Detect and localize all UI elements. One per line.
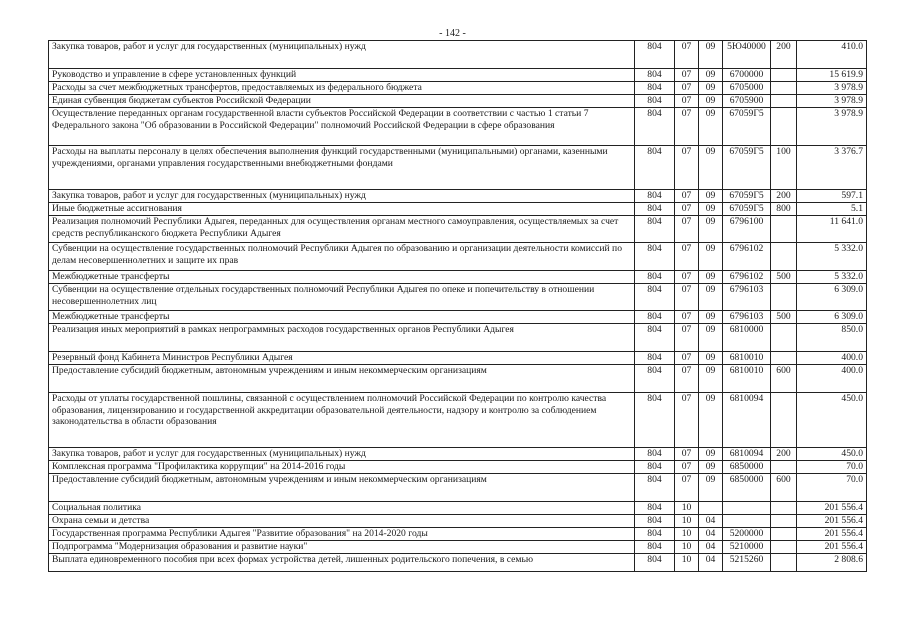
vr-code (771, 284, 797, 311)
vr-code: 200 (771, 190, 797, 203)
sum-value: 597.1 (797, 190, 867, 203)
ved-code: 804 (635, 216, 675, 243)
table-row (49, 502, 867, 515)
vr-code (771, 352, 797, 365)
csr-code: 6796102 (723, 271, 771, 284)
pr-code: 04 (699, 541, 723, 554)
rz-code: 10 (675, 502, 699, 515)
pr-code: 09 (699, 146, 723, 190)
csr-code: 6705900 (723, 95, 771, 108)
sum-value: 6 309.0 (797, 311, 867, 324)
pr-code (699, 502, 723, 515)
rz-code: 07 (675, 271, 699, 284)
rz-code: 10 (675, 528, 699, 541)
row-name: Закупка товаров, работ и услуг для государственных (муниципальных) нужд (49, 41, 635, 69)
pr-code: 09 (699, 284, 723, 311)
table-row (49, 284, 867, 311)
sum-value: 201 556.4 (797, 541, 867, 554)
ved-code: 804 (635, 95, 675, 108)
pr-code: 09 (699, 461, 723, 474)
row-name: Реализация иных мероприятий в рамках непрограммных расходов государственных органов Республики Адыгея (49, 324, 635, 352)
table-row (49, 352, 867, 365)
csr-code: 6796103 (723, 284, 771, 311)
vr-code (771, 554, 797, 572)
vr-code (771, 528, 797, 541)
row-name: Единая субвенция бюджетам субъектов Российской Федерации (49, 95, 635, 108)
ved-code: 804 (635, 365, 675, 393)
csr-code: 6810094 (723, 393, 771, 448)
budget-table (48, 40, 867, 572)
ved-code: 804 (635, 541, 675, 554)
row-name: Резервный фонд Кабинета Министров Республики Адыгея (49, 352, 635, 365)
ved-code: 804 (635, 324, 675, 352)
csr-code: 5210000 (723, 541, 771, 554)
table-row (49, 324, 867, 352)
ved-code: 804 (635, 554, 675, 572)
table-row (49, 146, 867, 190)
ved-code: 804 (635, 146, 675, 190)
csr-code (723, 515, 771, 528)
pr-code: 09 (699, 311, 723, 324)
row-name: Выплата единовременного пособия при всех формах устройства детей, лишенных родительского попечения, в семью (49, 554, 635, 572)
vr-code: 600 (771, 474, 797, 502)
rz-code: 07 (675, 461, 699, 474)
csr-code: 67059Г5 (723, 108, 771, 146)
vr-code (771, 515, 797, 528)
csr-code: 67059Г5 (723, 190, 771, 203)
sum-value: 410.0 (797, 41, 867, 69)
budget-table-body (49, 41, 867, 572)
row-name: Подпрограмма "Модернизация образования и развитие науки" (49, 541, 635, 554)
rz-code: 07 (675, 146, 699, 190)
rz-code: 07 (675, 311, 699, 324)
ved-code: 804 (635, 284, 675, 311)
ved-code: 804 (635, 271, 675, 284)
row-name: Субвенции на осуществление государственных полномочий Республики Адыгея по образованию и организации деятельности комиссий по делам несовершеннолетних и защите их прав (49, 243, 635, 271)
sum-value: 11 641.0 (797, 216, 867, 243)
pr-code: 09 (699, 82, 723, 95)
ved-code: 804 (635, 448, 675, 461)
vr-code: 500 (771, 311, 797, 324)
row-name: Осуществление переданных органам государственной власти субъектов Российской Федерации в соответствии с частью 1 статьи 7 Федерального закона "Об образовании в Российской Федерации" полномочий Российской Федерации в сфере образования (49, 108, 635, 146)
rz-code: 07 (675, 190, 699, 203)
sum-value: 3 978.9 (797, 95, 867, 108)
ved-code: 804 (635, 461, 675, 474)
ved-code: 804 (635, 203, 675, 216)
pr-code: 09 (699, 203, 723, 216)
ved-code: 804 (635, 515, 675, 528)
sum-value: 70.0 (797, 461, 867, 474)
csr-code: 6810010 (723, 365, 771, 393)
vr-code (771, 108, 797, 146)
vr-code (771, 69, 797, 82)
vr-code: 600 (771, 365, 797, 393)
pr-code: 09 (699, 474, 723, 502)
pr-code: 09 (699, 95, 723, 108)
vr-code (771, 216, 797, 243)
sum-value: 70.0 (797, 474, 867, 502)
csr-code: 6850000 (723, 474, 771, 502)
vr-code (771, 243, 797, 271)
table-row (49, 41, 867, 69)
pr-code: 09 (699, 448, 723, 461)
csr-code: 6796103 (723, 311, 771, 324)
rz-code: 07 (675, 216, 699, 243)
rz-code: 10 (675, 541, 699, 554)
table-row (49, 541, 867, 554)
ved-code: 804 (635, 393, 675, 448)
row-name: Государственная программа Республики Адыгея "Развитие образования" на 2014-2020 годы (49, 528, 635, 541)
rz-code: 07 (675, 95, 699, 108)
sum-value: 2 808.6 (797, 554, 867, 572)
rz-code: 07 (675, 41, 699, 69)
ved-code: 804 (635, 243, 675, 271)
row-name: Руководство и управление в сфере установленных функций (49, 69, 635, 82)
pr-code: 04 (699, 515, 723, 528)
pr-code: 09 (699, 108, 723, 146)
pr-code: 04 (699, 528, 723, 541)
rz-code: 10 (675, 515, 699, 528)
sum-value: 5 332.0 (797, 243, 867, 271)
vr-code (771, 95, 797, 108)
vr-code: 500 (771, 271, 797, 284)
page-number: - 142 - (439, 28, 466, 39)
row-name: Комплексная программа "Профилактика коррупции" на 2014-2016 годы (49, 461, 635, 474)
rz-code: 07 (675, 243, 699, 271)
sum-value: 3 978.9 (797, 108, 867, 146)
table-row (49, 108, 867, 146)
ved-code: 804 (635, 190, 675, 203)
row-name: Межбюджетные трансферты (49, 271, 635, 284)
table-row (49, 82, 867, 95)
csr-code: 6810094 (723, 448, 771, 461)
csr-code: 67059Г5 (723, 203, 771, 216)
rz-code: 07 (675, 352, 699, 365)
rz-code: 07 (675, 448, 699, 461)
ved-code: 804 (635, 502, 675, 515)
vr-code (771, 502, 797, 515)
sum-value: 201 556.4 (797, 515, 867, 528)
sum-value: 5 332.0 (797, 271, 867, 284)
vr-code (771, 324, 797, 352)
pr-code: 09 (699, 190, 723, 203)
csr-code: 5Ю40000 (723, 41, 771, 69)
rz-code: 07 (675, 108, 699, 146)
sum-value: 5.1 (797, 203, 867, 216)
vr-code: 100 (771, 146, 797, 190)
pr-code: 09 (699, 393, 723, 448)
ved-code: 804 (635, 82, 675, 95)
csr-code: 6850000 (723, 461, 771, 474)
ved-code: 804 (635, 311, 675, 324)
sum-value: 3 376.7 (797, 146, 867, 190)
ved-code: 804 (635, 528, 675, 541)
csr-code: 67059Г5 (723, 146, 771, 190)
table-row (49, 190, 867, 203)
row-name: Расходы за счет межбюджетных трансфертов, предоставляемых из федерального бюджета (49, 82, 635, 95)
csr-code (723, 502, 771, 515)
vr-code (771, 461, 797, 474)
vr-code (771, 82, 797, 95)
csr-code: 6796100 (723, 216, 771, 243)
sum-value: 201 556.4 (797, 528, 867, 541)
table-row (49, 216, 867, 243)
table-row (49, 474, 867, 502)
vr-code: 200 (771, 448, 797, 461)
table-row (49, 461, 867, 474)
pr-code: 09 (699, 216, 723, 243)
row-name: Охрана семьи и детства (49, 515, 635, 528)
csr-code: 6810000 (723, 324, 771, 352)
table-row (49, 203, 867, 216)
csr-code: 5200000 (723, 528, 771, 541)
pr-code: 09 (699, 243, 723, 271)
sum-value: 6 309.0 (797, 284, 867, 311)
rz-code: 07 (675, 284, 699, 311)
rz-code: 07 (675, 393, 699, 448)
csr-code: 6705000 (723, 82, 771, 95)
pr-code: 09 (699, 271, 723, 284)
vr-code (771, 393, 797, 448)
rz-code: 07 (675, 474, 699, 502)
table-row (49, 528, 867, 541)
rz-code: 07 (675, 365, 699, 393)
table-row (49, 311, 867, 324)
vr-code: 800 (771, 203, 797, 216)
row-name: Социальная политика (49, 502, 635, 515)
sum-value: 850.0 (797, 324, 867, 352)
pr-code: 09 (699, 365, 723, 393)
rz-code: 10 (675, 554, 699, 572)
pr-code: 09 (699, 352, 723, 365)
table-row (49, 554, 867, 572)
table-row (49, 271, 867, 284)
rz-code: 07 (675, 324, 699, 352)
pr-code: 04 (699, 554, 723, 572)
table-row (49, 243, 867, 271)
table-row (49, 69, 867, 82)
ved-code: 804 (635, 108, 675, 146)
sum-value: 3 978.9 (797, 82, 867, 95)
ved-code: 804 (635, 41, 675, 69)
csr-code: 6810010 (723, 352, 771, 365)
row-name: Расходы от уплаты государственной пошлины, связанной с осуществлением полномочий Российской Федерации по контролю качества образования, лицензированию и государственной аккредитации образовательной деятельности, надзору и контролю за соблюдением законодательства в области образования (49, 393, 635, 448)
row-name: Реализация полномочий Республики Адыгея, переданных для осуществления органам местного самоуправления, осуществляемых за счет средств республиканского бюджета Республики Адыгея (49, 216, 635, 243)
table-row (49, 448, 867, 461)
row-name: Предоставление субсидий бюджетным, автономным учреждениям и иным некоммерческим организациям (49, 365, 635, 393)
table-row (49, 365, 867, 393)
sum-value: 400.0 (797, 365, 867, 393)
ved-code: 804 (635, 352, 675, 365)
rz-code: 07 (675, 82, 699, 95)
vr-code (771, 541, 797, 554)
row-name: Субвенции на осуществление отдельных государственных полномочий Республики Адыгея по опеке и попечительству в отношении несовершеннолетних лиц (49, 284, 635, 311)
table-row (49, 515, 867, 528)
csr-code: 5215260 (723, 554, 771, 572)
table-row (49, 393, 867, 448)
row-name: Межбюджетные трансферты (49, 311, 635, 324)
sum-value: 450.0 (797, 448, 867, 461)
row-name: Иные бюджетные ассигнования (49, 203, 635, 216)
sum-value: 201 556.4 (797, 502, 867, 515)
row-name: Закупка товаров, работ и услуг для государственных (муниципальных) нужд (49, 448, 635, 461)
rz-code: 07 (675, 69, 699, 82)
row-name: Закупка товаров, работ и услуг для государственных (муниципальных) нужд (49, 190, 635, 203)
sum-value: 15 619.9 (797, 69, 867, 82)
sum-value: 400.0 (797, 352, 867, 365)
row-name: Предоставление субсидий бюджетным, автономным учреждениям и иным некоммерческим организациям (49, 474, 635, 502)
pr-code: 09 (699, 324, 723, 352)
table-row (49, 95, 867, 108)
csr-code: 6796102 (723, 243, 771, 271)
csr-code: 6700000 (723, 69, 771, 82)
row-name: Расходы на выплаты персоналу в целях обеспечения выполнения функций государственными (муниципальными) органами, казенными учреждениями, органами управления государственными внебюджетными фондами (49, 146, 635, 190)
sum-value: 450.0 (797, 393, 867, 448)
pr-code: 09 (699, 69, 723, 82)
pr-code: 09 (699, 41, 723, 69)
rz-code: 07 (675, 203, 699, 216)
vr-code: 200 (771, 41, 797, 69)
ved-code: 804 (635, 474, 675, 502)
ved-code: 804 (635, 69, 675, 82)
